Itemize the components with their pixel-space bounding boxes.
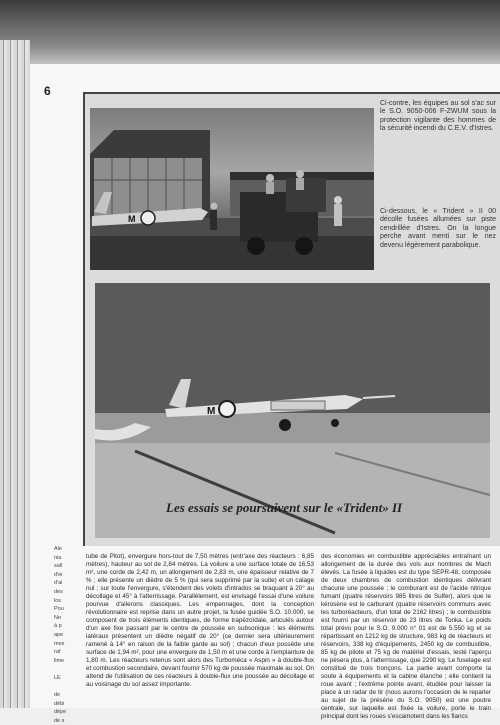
- roundel-icon: [141, 211, 155, 225]
- crew-member: [334, 196, 342, 204]
- truck-wheel: [247, 237, 265, 255]
- caption-ground-crew: Ci-contre, les équipes au sol s'ac sur le S.O. 9050-006 F-ZWUM sous la protection vigilante des hommes de la sécurité incendi du C.E.V. d'Istres.: [380, 100, 496, 133]
- runway: [95, 443, 490, 538]
- page-number: 6: [44, 84, 51, 98]
- sky: [95, 283, 490, 413]
- landing-gear-wheel: [331, 419, 339, 427]
- aircraft-marking: M: [128, 214, 136, 224]
- crew-member: [296, 170, 304, 178]
- roundel-icon: [219, 401, 235, 417]
- crew-member: [266, 174, 274, 182]
- landing-gear-wheel: [279, 419, 291, 431]
- truck-wheel: [295, 237, 313, 255]
- caption-takeoff: Ci-dessous, le « Trident » II 00 décolle fusées allumées sur piste cendrillée d'Istres. On la longue perche avant menti sur le nez devenu légèrement parabolique.: [380, 208, 496, 249]
- crew-member: [211, 203, 218, 210]
- hangar-scene-graphic: [90, 108, 374, 270]
- article-column-left: tube de Pitot), envergure hors-tout de 7,50 mètres (entr'axe des réacteurs : 6,85 mètres), hauteur au sol de 2,84 mètres. La voilure a une surface totale de 16,53 m², une corde de 2,42 m, un allongement de 2,83 m, une épaisseur relative de 7 % ; elle présente un dièdre de 5 % (qui sera supprimé par la suite) et un calage nul ; sur toute l'envergure, s'étendent des volets d'intrados se braquant à 20° au décollage et 45° à l'atterrissage. Parallèlement, est envisagé l'essai d'une voilure pourvue d'ailerons classiques. Les empennages, dont la conception révolutionnaire est reprise dans un autre projet, la fusée guidée S.O. 10.000, se composent de trois éléments identiques, de forme trapézoïdale, articulés autour d'un axe fixe passant par le centre de poussée en subsonique : les éléments latéraux présentent un dièdre négatif de 20° (ce dernier sera ultérieurement ramené à 14° en raison de la faible garde au sol) ; chacun d'eux possède une surface de 1,94 m², pour une envergure de 1,50 m et une corde à l'emplanture de 1,80 m. Les réacteurs retenus sont alors des Turboméca « Aspin » à double-flux et combustion secondaire, devant fournir 570 kg de poussée maximale au sol. On attend de l'utilisation de ces réacteurs à double-flux une poussée au décollage et au voisinage du sol assez importante.: [86, 553, 314, 688]
- article-column-right: des économies en combustible appréciables entraînant un allongement de la durée des vols aux nombres de Mach élevés. La fusée à liquides est du type SEPR-48, composée de deux chambres de combustion identiques délivrant chacune une poussée ; le comburant est de l'acide nitrique fumant (quatre réservoirs 985 litres de Sulfer), alors que le kérosène est le carburant (quatre réservoirs communs avec les turboréacteurs, d'un total de 2162 litres) ; le combustible est fourni par un réservoir de 23 litres de Tonka. Le poids total prévu pour le S.O. 9.000 n° 01 est de 5.550 kg et se répartissant en 1212 kg de structure, 983 kg de réacteurs et réservoirs, 338 kg d'équipements, 2450 kg de combustible, 85 kg de pilote et 75 kg de matériel d'essais, lesté l'aperçu ne pèsera plus, à l'atterrissage, que 2290 kg. Le fuselage est constitué de trois tronçons. La partie avant comporte la soute à équipements et la cabine étanche ; elle contient la roue avant ; l'extrême pointe avant, étudiée pour laisser la place à un radar de tir (nous aurons l'occasion de le reparler au sujet de la présérie du S.O. 9050) est une poutre centrale, sur laquelle est fixée la voilure, porte le train principal dont les roues s'escamotent dans les flancs: [321, 553, 491, 720]
- horizon-haze: [95, 413, 490, 443]
- article-headline: Les essais se poursuivent sur le «Trident» II: [166, 500, 403, 515]
- stacked-page-edges: [0, 40, 30, 708]
- aircraft-marking: M: [207, 406, 216, 417]
- scanner-background: [0, 0, 500, 66]
- underlying-page-text: Ale nia sall d'ei d'ai des los Pou No à p ape mes raf lime LE de débi dépe de s: [54, 546, 67, 724]
- tarmac: [90, 236, 374, 270]
- wingtip-engine: [271, 401, 325, 410]
- ground-crew-photo: [90, 108, 374, 270]
